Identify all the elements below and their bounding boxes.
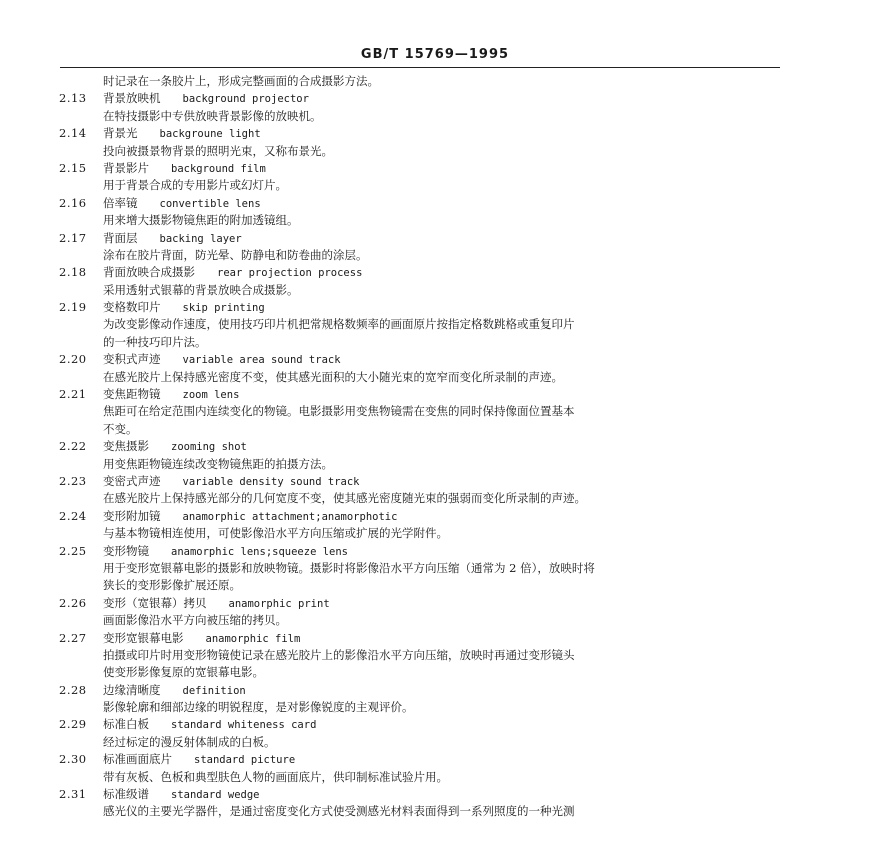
entry-number: 2.16: [59, 195, 87, 210]
definition-text: 采用透射式银幕的背景放映合成摄影。: [103, 282, 299, 297]
entry-term: [103, 473, 360, 491]
entry-number: 2.19: [59, 300, 87, 315]
entry-definition-line: [0, 612, 870, 629]
definition-text: 用来增大摄影物镜焦距的附加透镜组。: [103, 213, 299, 228]
term-english: background projector: [182, 93, 309, 106]
term-chinese: 边缘清晰度: [103, 682, 161, 697]
entry-head: [0, 630, 870, 647]
term-english: skip printing: [182, 302, 265, 315]
term-chinese: 背景影片: [103, 160, 149, 175]
entry-head: [0, 751, 870, 768]
term-chinese: 背面层: [103, 230, 138, 245]
entry-number: 2.18: [59, 265, 87, 280]
entry-definition-line: [0, 699, 870, 716]
entry-number: 2.21: [59, 387, 87, 402]
definition-text: 狭长的变形影像扩展还原。: [103, 578, 241, 593]
term-english: convertible lens: [159, 197, 261, 210]
term-chinese: 变形（宽银幕）拷贝: [103, 595, 207, 610]
entry-definition-line: [0, 212, 870, 229]
entry-head: [0, 716, 870, 733]
definition-text: 在感光胶片上保持感光部分的几何宽度不变，使其感光密度随光束的强弱而变化所录制的声迹。: [103, 491, 586, 506]
entry-head: [0, 264, 870, 281]
definition-text: 焦距可在给定范围内连续变化的物镜。电影摄影用变焦物镜需在变焦的同时保持像面位置基本: [103, 404, 575, 419]
entry-number: 2.20: [59, 352, 87, 367]
entry-definition-line: [0, 769, 870, 786]
entry-term: [103, 630, 300, 648]
entry-number: 2.24: [59, 508, 87, 523]
entry-number: 2.22: [59, 439, 87, 454]
entry-number: 2.29: [59, 717, 87, 732]
entry-number: 2.28: [59, 682, 87, 697]
entry-definition-line: [0, 177, 870, 194]
entry-definition-line: [0, 490, 870, 507]
definition-text: 为改变影像动作速度，使用技巧印片机把常规格数频率的画面原片按指定格数跳格或重复印片: [103, 317, 575, 332]
entry-head: [0, 299, 870, 316]
entry-number: 2.13: [59, 91, 87, 106]
definition-text: 投向被摄景物背景的照明光束，又称布景光。: [103, 143, 333, 158]
header-divider: [60, 67, 780, 68]
definition-text: 经过标定的漫反射体制成的白板。: [103, 734, 276, 749]
intro-line: [0, 73, 870, 90]
entry-term: [103, 90, 309, 108]
term-english: standard wedge: [171, 789, 260, 802]
entry-head: [0, 90, 870, 107]
term-english: anamorphic film: [205, 632, 301, 645]
definition-text: 的一种技巧印片法。: [103, 334, 207, 349]
entry-definition-line: [0, 525, 870, 542]
definition-text: 拍摄或印片时用变形物镜使记录在感光胶片上的影像沿水平方向压缩，放映时再通过变形镜头: [103, 647, 575, 662]
term-english: standard whiteness card: [171, 719, 317, 732]
entry-term: [103, 386, 239, 404]
entry-definition-line: [0, 560, 870, 577]
term-chinese: 变形宽银幕电影: [103, 630, 184, 645]
definition-text: 使变形影像复原的宽银幕电影。: [103, 665, 264, 680]
term-english: zooming shot: [171, 441, 247, 454]
entry-head: [0, 386, 870, 403]
entry-head: [0, 786, 870, 803]
term-chinese: 背面放映合成摄影: [103, 265, 195, 280]
entry-term: [103, 786, 260, 804]
definition-text: 用变焦距物镜连续改变物镜焦距的拍摄方法。: [103, 456, 333, 471]
term-english: zoom lens: [182, 389, 240, 402]
entry-head: [0, 438, 870, 455]
term-chinese: 变形物镜: [103, 543, 149, 558]
term-english: backing layer: [159, 232, 242, 245]
definition-text: 影像轮廓和细部边缘的明锐程度，是对影像锐度的主观评价。: [103, 700, 414, 715]
entry-list: [0, 90, 870, 820]
term-chinese: 变积式声迹: [103, 352, 161, 367]
definition-text: 感光仪的主要光学器件，是通过密度变化方式使受测感光材料表面得到一系列照度的一种光测: [103, 804, 575, 819]
term-english: anamorphic lens;squeeze lens: [171, 545, 349, 558]
definition-text: 画面影像沿水平方向被压缩的拷贝。: [103, 613, 287, 628]
entry-term: [103, 351, 341, 369]
entry-head: [0, 543, 870, 560]
definition-text: 在感光胶片上保持感光密度不变，使其感光面积的大小随光束的宽窄而变化所录制的声迹。: [103, 369, 563, 384]
term-chinese: 背景光: [103, 126, 138, 141]
entry-definition-line: [0, 316, 870, 333]
entry-term: [103, 543, 348, 561]
entry-definition-line: [0, 108, 870, 125]
term-chinese: 变密式声迹: [103, 473, 161, 488]
entry-term: [103, 716, 316, 734]
entry-term: [103, 595, 330, 613]
entry-head: [0, 195, 870, 212]
entry-term: [103, 508, 397, 526]
entry-number: 2.27: [59, 630, 87, 645]
definition-text: 时记录在一条胶片上，形成完整画面的合成摄影方法。: [103, 74, 379, 88]
entry-definition-line: [0, 143, 870, 160]
entry-term: [103, 264, 362, 282]
entry-term: [103, 230, 242, 248]
entry-definition-line: [0, 577, 870, 594]
entry-definition-line: [0, 369, 870, 386]
page-header: GB/T 15769—1995: [360, 47, 510, 62]
definition-text: 涂布在胶片背面，防光晕、防静电和防卷曲的涂层。: [103, 247, 368, 262]
entry-head: [0, 508, 870, 525]
definition-text: 带有灰板、色板和典型肤色人物的画面底片，供印制标准试验片用。: [103, 769, 448, 784]
entry-term: [103, 751, 295, 769]
term-english: anamorphic print: [228, 597, 330, 610]
term-chinese: 标准级谱: [103, 787, 149, 802]
entry-definition-line: [0, 456, 870, 473]
term-english: standard picture: [194, 754, 296, 767]
entry-definition-line: [0, 282, 870, 299]
entry-definition-line: [0, 664, 870, 681]
entry-definition-line: [0, 647, 870, 664]
entry-term: [103, 125, 261, 143]
entry-head: [0, 351, 870, 368]
term-english: backgroune light: [159, 128, 261, 141]
entry-term: [103, 299, 265, 317]
term-chinese: 变格数印片: [103, 300, 161, 315]
definition-text: 用于变形宽银幕电影的摄影和放映物镜。摄影时将影像沿水平方向压缩（通常为 2 倍），放映时将: [103, 560, 595, 575]
definition-text: 用于背景合成的专用影片或幻灯片。: [103, 178, 287, 193]
definition-text: 不变。: [103, 421, 138, 436]
entry-head: [0, 595, 870, 612]
term-chinese: 背景放映机: [103, 91, 161, 106]
entry-term: [103, 195, 261, 213]
term-english: definition: [182, 684, 246, 697]
entry-number: 2.17: [59, 230, 87, 245]
entry-head: [0, 473, 870, 490]
entry-head: [0, 160, 870, 177]
term-chinese: 倍率镜: [103, 195, 138, 210]
entry-definition-line: [0, 803, 870, 820]
term-english: background film: [171, 162, 266, 175]
entry-definition-line: [0, 421, 870, 438]
term-chinese: 标准画面底片: [103, 752, 172, 767]
glossary-entries: [0, 73, 870, 821]
entry-definition-line: [0, 403, 870, 420]
term-english: variable area sound track: [182, 354, 341, 367]
term-english: anamorphic attachment;anamorphotic: [182, 510, 398, 523]
entry-number: 2.25: [59, 543, 87, 558]
entry-term: [103, 438, 247, 456]
entry-number: 2.14: [59, 126, 87, 141]
term-english: rear projection process: [217, 267, 363, 280]
entry-number: 2.31: [59, 787, 87, 802]
entry-head: [0, 125, 870, 142]
entry-term: [103, 682, 246, 700]
definition-text: 在特技摄影中专供放映背景影像的放映机。: [103, 108, 322, 123]
entry-number: 2.15: [59, 160, 87, 175]
term-chinese: 变形附加镜: [103, 508, 161, 523]
entry-definition-line: [0, 734, 870, 751]
term-chinese: 变焦摄影: [103, 439, 149, 454]
definition-text: 与基本物镜相连使用，可使影像沿水平方向压缩或扩展的光学附件。: [103, 526, 448, 541]
entry-number: 2.23: [59, 473, 87, 488]
entry-definition-line: [0, 334, 870, 351]
entry-term: [103, 160, 266, 178]
entry-number: 2.26: [59, 595, 87, 610]
entry-head: [0, 682, 870, 699]
entry-definition-line: [0, 247, 870, 264]
entry-head: [0, 230, 870, 247]
term-chinese: 变焦距物镜: [103, 387, 161, 402]
term-english: variable density sound track: [182, 475, 360, 488]
term-chinese: 标准白板: [103, 717, 149, 732]
entry-number: 2.30: [59, 752, 87, 767]
